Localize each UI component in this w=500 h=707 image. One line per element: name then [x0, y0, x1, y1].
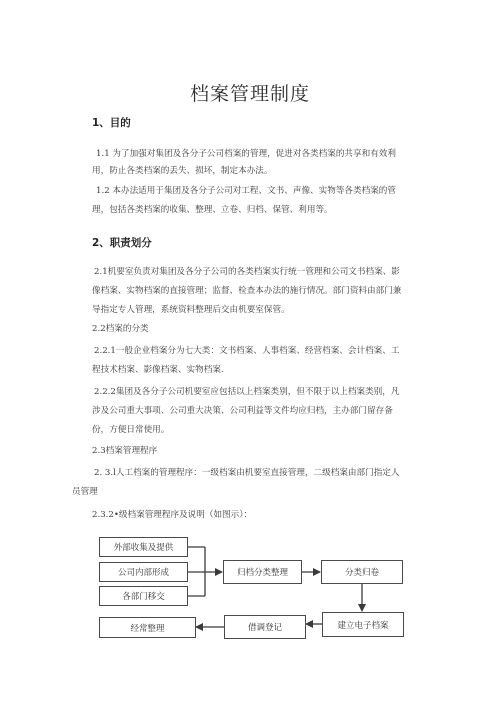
- paragraph-2-1-line-3: 导指定专人管理，系统资料整理后交由机要室保管。: [92, 305, 290, 315]
- flow-box-borrow-register: 借调登记: [224, 615, 306, 639]
- paragraph-2-2-2-line-1: 2.2.2集团及各分子公司机要室应包括以上档案类别，但不限于以上档案类别，凡: [94, 387, 400, 397]
- paragraph-1-2-line-1: 1.2 本办法适用于集团及各分子公司对工程、文书、声像、实物等各类档案的管: [96, 186, 396, 196]
- paragraph-2-3-1-line-1: 2. 3.l人工档案的管理程序：一级档案由机要室直接管理，二级档案由部门指定人: [94, 468, 400, 478]
- paragraph-2-3-2: 2.3.2•级档案管理程序及说明（如图示）：: [92, 510, 253, 520]
- paragraph-2-3-1-line-2: 员管理: [72, 487, 98, 497]
- flow-box-archive: 分类归卷: [321, 560, 403, 584]
- paragraph-2-1-line-1: 2.1机要室负责对集团及各分子公司的各类档案实行统一管理和公司文书档案、影: [94, 267, 400, 277]
- paragraph-2-2-1-line-1: 2.2.1一般企业档案分为七大类：文书档案、人事档案、经营档案、会计档案、工: [94, 346, 400, 356]
- flow-box-internal-formation: 公司内部形成: [99, 562, 188, 582]
- section-1-heading: 1、目的: [92, 117, 131, 129]
- paragraph-2-1-line-2: 像档案、实物档案的直接管理；监督、检查本办法的施行情况。部门资料由部门兼: [92, 286, 402, 296]
- flow-box-regular-maintenance: 经常整理: [99, 617, 196, 638]
- page-title: 档案管理制度: [189, 83, 310, 105]
- paragraph-1-1-line-2: 用，防止各类档案的丢失、损坏，制定本办法。: [92, 166, 273, 176]
- paragraph-2-2-2-line-3: 份，方便日常使用。: [92, 425, 170, 435]
- section-2-heading: 2、职责划分: [92, 237, 152, 249]
- paragraph-1-2-line-2: 理，包括各类档案的收集、整理、立卷、归档、保管、利用等。: [92, 205, 333, 215]
- paragraph-2-2-2-line-2: 涉及公司重大事项、公司重大决策、公司利益等文件均应归档，主办部门留存备: [92, 406, 393, 416]
- flow-box-external-collection: 外部收集及提供: [99, 537, 188, 557]
- subheading-2-2: 2.2档案的分类: [92, 324, 149, 334]
- subheading-2-3: 2.3档案管理程序: [92, 446, 158, 456]
- paragraph-1-1-line-1: 1.1 为了加强对集团及各分子公司档案的管理，促进对各类档案的共享和有效利: [96, 149, 396, 159]
- flow-box-classify: 归档分类整理: [223, 560, 302, 584]
- flow-box-department-transfer: 各部门移交: [99, 586, 188, 606]
- paragraph-2-2-1-line-2: 程技术档案、影像档案、实物档案.: [92, 365, 224, 375]
- flow-box-electronic-archive: 建立电子档案: [322, 612, 404, 637]
